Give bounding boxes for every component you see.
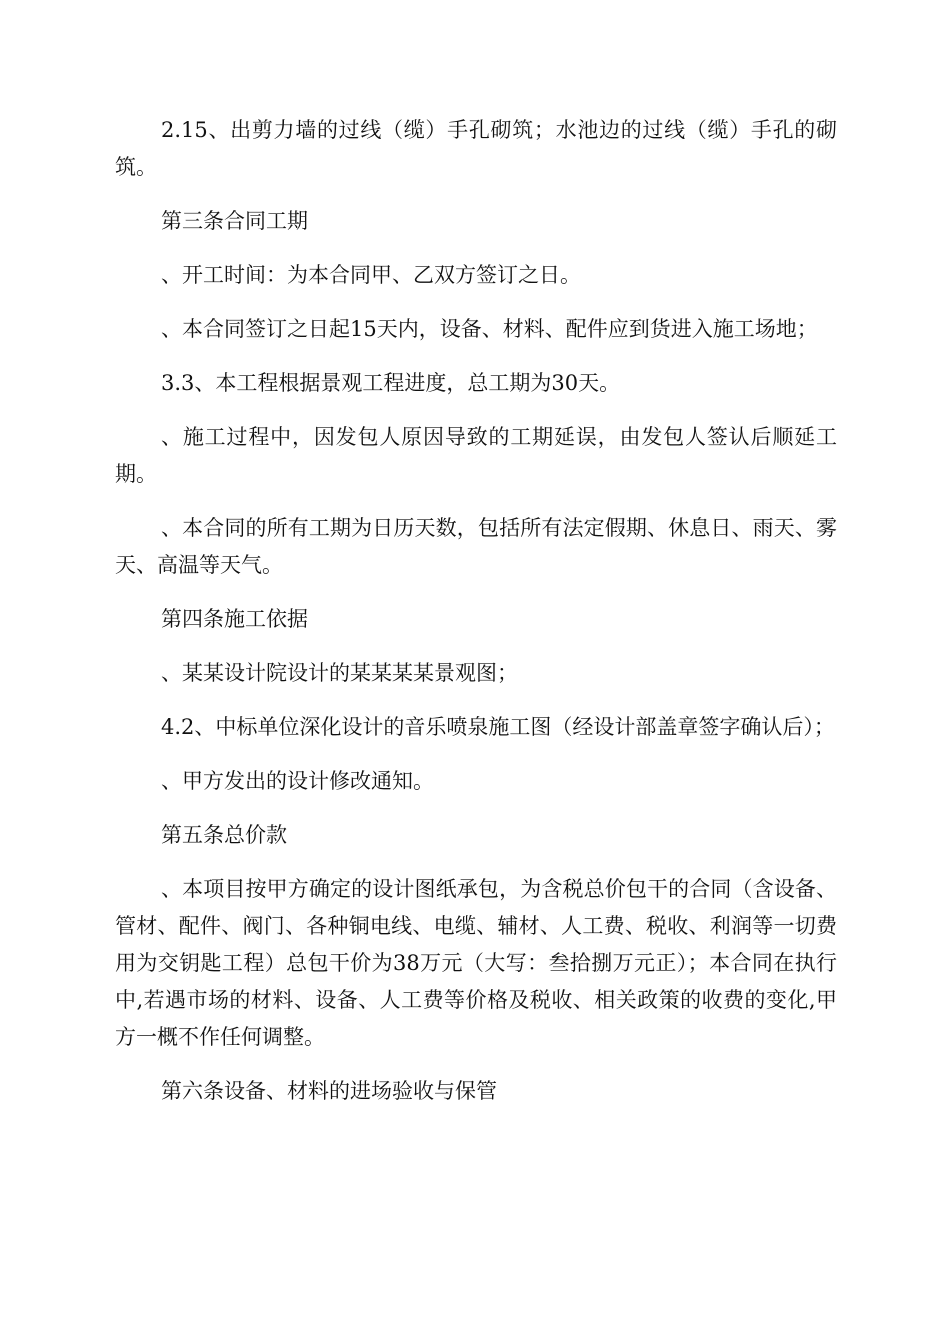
heading-article-3: 第三条合同工期 (161, 209, 308, 233)
paragraph-3-3: 3.3、本工程根据景观工程进度，总工期为30天。 (161, 371, 621, 395)
paragraph-4-2: 4.2、中标单位深化设计的音乐喷泉施工图（经设计部盖章签字确认后）； (161, 715, 835, 739)
paragraph-total-price: 、本项目按甲方确定的设计图纸承包，为含税总价包干的合同（含设备、管材、配件、阀门、各种铜电线、电缆、辅材、人工费、税收、利润等一切费用为交钥匙工程）总包干价为38万元（大写：叁拾捌万元正）；本合同在执行中,若遇市场的材料、设备、人工费等价格及税收、相关政策的收费的变化,甲方一概不作任何调整。 (115, 877, 837, 1049)
paragraph-delivery: 、本合同签订之日起15天内，设备、材料、配件应到货进入施工场地； (161, 317, 818, 341)
paragraph-2-15: 2.15、出剪力墙的过线（缆）手孔砌筑；水池边的过线（缆）手孔的砌筑。 (115, 118, 837, 179)
heading-article-4: 第四条施工依据 (161, 607, 308, 631)
document-page (115, 112, 837, 1127)
heading-article-6: 第六条设备、材料的进场验收与保管 (161, 1079, 497, 1103)
paragraph-calendar-days: 、本合同的所有工期为日历天数，包括所有法定假期、休息日、雨天、雾天、高温等天气。 (115, 516, 837, 577)
paragraph-modification-notice: 、甲方发出的设计修改通知。 (161, 769, 434, 793)
paragraph-delay: 、施工过程中，因发包人原因导致的工期延误，由发包人签认后顺延工期。 (115, 425, 837, 486)
paragraph-design-drawings: 、某某设计院设计的某某某某景观图； (161, 661, 518, 685)
paragraph-start-time: 、开工时间：为本合同甲、乙双方签订之日。 (161, 263, 581, 287)
heading-article-5: 第五条总价款 (161, 823, 287, 847)
